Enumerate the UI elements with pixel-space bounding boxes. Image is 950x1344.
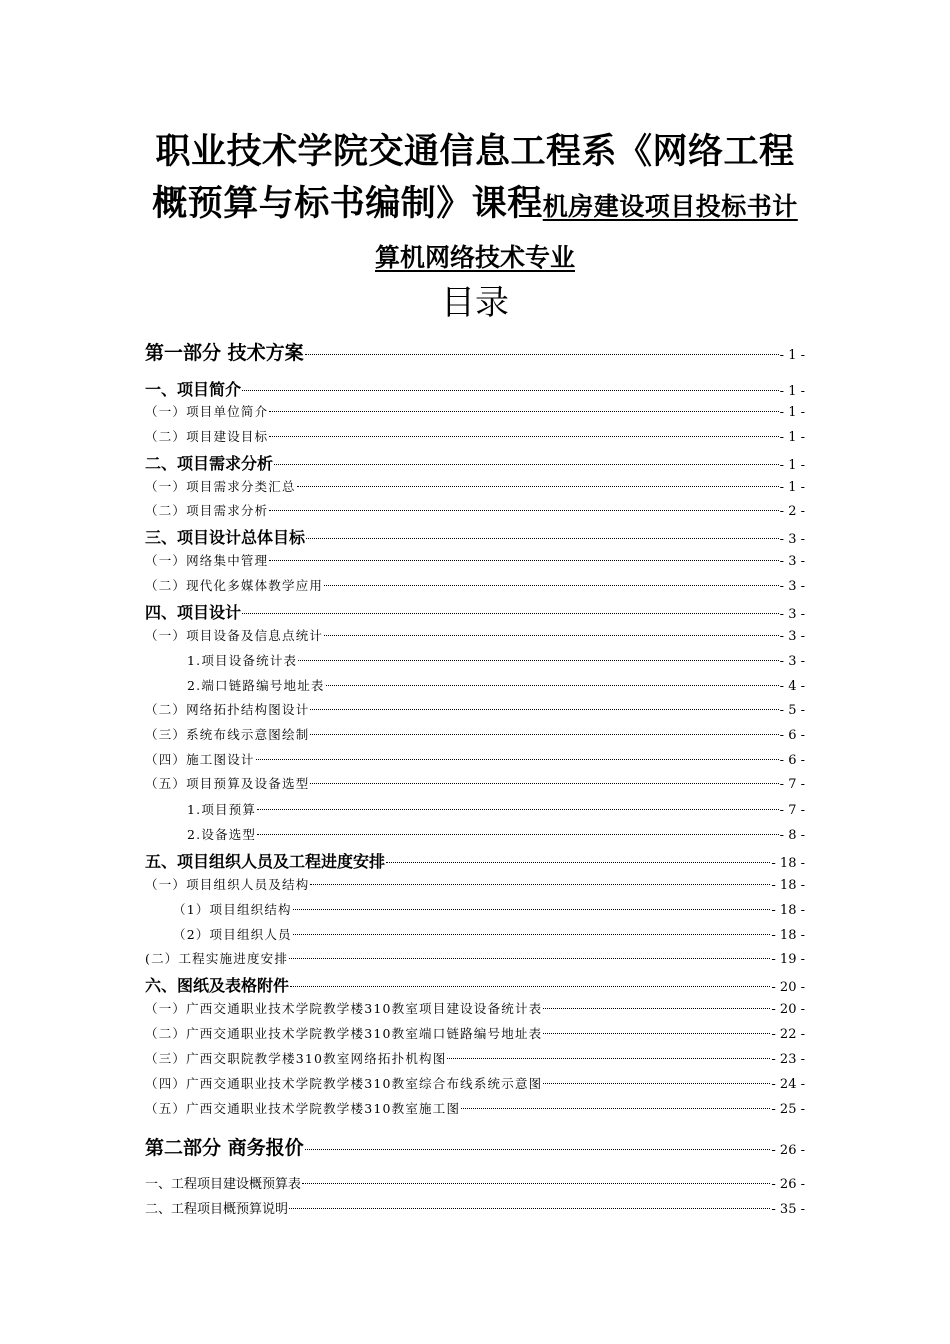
toc-leader bbox=[324, 585, 779, 586]
toc-page-number: - 23 - bbox=[771, 1052, 805, 1067]
toc-leader bbox=[305, 354, 779, 355]
toc-page-number: - 6 - bbox=[779, 753, 805, 768]
toc-leader bbox=[302, 1183, 770, 1184]
toc-entry-label: （二）项目建设目标 bbox=[145, 429, 269, 444]
toc-entry[interactable] bbox=[145, 600, 805, 623]
toc-entry[interactable] bbox=[145, 451, 805, 474]
toc-entry[interactable] bbox=[145, 427, 805, 445]
toc-entry[interactable] bbox=[145, 1133, 805, 1160]
toc-leader bbox=[298, 660, 778, 661]
toc-page-number: - 3 - bbox=[779, 532, 805, 547]
toc-leader bbox=[269, 436, 778, 437]
toc-entry[interactable] bbox=[145, 576, 805, 594]
document-title bbox=[100, 126, 850, 281]
toc-leader bbox=[269, 411, 778, 412]
toc-entry[interactable] bbox=[145, 551, 805, 569]
toc-leader bbox=[297, 486, 779, 487]
toc-leader bbox=[290, 986, 770, 987]
toc-page-number: - 3 - bbox=[779, 629, 805, 644]
toc-page-number: - 3 - bbox=[779, 607, 805, 622]
toc-entry[interactable] bbox=[145, 338, 805, 365]
toc-page-number: - 1 - bbox=[779, 458, 805, 473]
toc-entry[interactable] bbox=[145, 377, 805, 400]
toc-page-number: - 18 - bbox=[771, 878, 805, 893]
toc-entry-label: 六、图纸及表格附件 bbox=[145, 976, 290, 995]
toc-entry[interactable] bbox=[145, 651, 805, 669]
toc-page-number: - 25 - bbox=[771, 1102, 805, 1117]
toc-entry-label: （二）广西交通职业技术学院教学楼310教室端口链路编号地址表 bbox=[145, 1026, 543, 1041]
toc-entry[interactable] bbox=[145, 750, 805, 768]
toc-entry-label: （二）网络拓扑结构图设计 bbox=[145, 702, 310, 717]
toc-leader bbox=[543, 1033, 770, 1034]
title-line-1: 职业技术学院交通信息工程系《网络工程 bbox=[155, 132, 795, 172]
toc-leader bbox=[289, 1208, 770, 1209]
toc-page-number: - 5 - bbox=[779, 703, 805, 718]
toc-entry[interactable] bbox=[145, 725, 805, 743]
toc-entry[interactable] bbox=[145, 402, 805, 420]
toc-leader bbox=[543, 1008, 770, 1009]
toc-leader bbox=[310, 734, 778, 735]
title-line-3: 算机网络技术专业 bbox=[374, 243, 575, 272]
toc-entry[interactable] bbox=[145, 973, 805, 996]
toc-entry-label: 四、项目设计 bbox=[145, 603, 242, 622]
toc-page-number: - 3 - bbox=[779, 554, 805, 569]
toc-page-number: - 1 - bbox=[779, 384, 805, 399]
toc-entry[interactable] bbox=[145, 825, 805, 843]
toc-entry[interactable] bbox=[145, 774, 805, 792]
toc-entry-label: 三、项目设计总体目标 bbox=[145, 528, 306, 547]
toc-entry-label: 二、项目需求分析 bbox=[145, 454, 274, 473]
toc-page-number: - 20 - bbox=[771, 980, 805, 995]
toc-entry-label: 2.端口链路编号地址表 bbox=[187, 678, 325, 693]
toc-leader bbox=[293, 934, 771, 935]
toc-entry-label: （四）广西交通职业技术学院教学楼310教室综合布线系统示意图 bbox=[145, 1076, 543, 1091]
toc-entry[interactable] bbox=[145, 875, 805, 893]
toc-page-number: - 1 - bbox=[779, 480, 805, 495]
title-line-2-main: 概预算与标书编制》课程 bbox=[152, 184, 543, 224]
toc-entry-label: （一）项目组织人员及结构 bbox=[145, 877, 310, 892]
toc-leader bbox=[242, 613, 779, 614]
toc-heading: 目录 bbox=[441, 283, 509, 323]
toc-page-number: - 26 - bbox=[771, 1177, 805, 1192]
toc-leader bbox=[305, 1149, 771, 1150]
toc-leader bbox=[324, 635, 779, 636]
toc-entry[interactable] bbox=[145, 1074, 805, 1092]
toc-entry-label: （五）广西交通职业技术学院教学楼310教室施工图 bbox=[145, 1101, 461, 1116]
toc-entry[interactable] bbox=[145, 1099, 805, 1117]
toc-entry[interactable] bbox=[145, 525, 805, 548]
toc-leader bbox=[461, 1108, 770, 1109]
toc-entry[interactable] bbox=[145, 626, 805, 644]
toc-entry-label: （2）项目组织人员 bbox=[173, 927, 292, 942]
toc-entry[interactable] bbox=[145, 1049, 805, 1067]
toc-entry-label: （一）项目单位简介 bbox=[145, 404, 269, 419]
toc-page-number: - 20 - bbox=[771, 1002, 805, 1017]
toc-entry-label: （三）系统布线示意图绘制 bbox=[145, 727, 310, 742]
toc-entry-label: （一）项目设备及信息点统计 bbox=[145, 628, 324, 643]
toc-leader bbox=[447, 1058, 770, 1059]
toc-entry-label: 1.项目设备统计表 bbox=[187, 653, 298, 668]
toc-page-number: - 19 - bbox=[771, 952, 805, 967]
toc-entry[interactable] bbox=[145, 477, 805, 495]
toc-page-number: - 24 - bbox=[771, 1077, 805, 1092]
toc-page-number: - 6 - bbox=[779, 728, 805, 743]
toc-entry[interactable] bbox=[145, 900, 805, 918]
toc-entry-label: 第一部分 技术方案 bbox=[145, 342, 304, 364]
toc-entry-label: 一、工程项目建设概预算表 bbox=[145, 1177, 302, 1192]
toc-page-number: - 35 - bbox=[771, 1202, 805, 1217]
toc-entry-label: （1）项目组织结构 bbox=[173, 902, 292, 917]
toc-leader bbox=[269, 510, 778, 511]
toc-leader bbox=[386, 862, 770, 863]
toc-entry[interactable] bbox=[145, 925, 805, 943]
toc-page-number: - 22 - bbox=[771, 1027, 805, 1042]
toc-leader bbox=[326, 685, 779, 686]
toc-leader bbox=[256, 759, 779, 760]
toc-entry-label: (二）工程实施进度安排 bbox=[145, 951, 289, 966]
toc-entry-label: （三）广西交职院教学楼310教室网络拓扑机构图 bbox=[145, 1051, 447, 1066]
toc-leader bbox=[310, 884, 770, 885]
toc-entry[interactable] bbox=[145, 1198, 805, 1217]
toc-entry[interactable] bbox=[145, 999, 805, 1017]
title-line-2 bbox=[100, 178, 850, 233]
toc-entry-label: （一）项目需求分类汇总 bbox=[145, 479, 296, 494]
toc-page-number: - 26 - bbox=[771, 1143, 805, 1158]
toc-leader bbox=[269, 560, 778, 561]
toc-page-number: - 2 - bbox=[779, 504, 805, 519]
toc-entry[interactable] bbox=[145, 800, 805, 818]
toc-entry[interactable] bbox=[145, 1024, 805, 1042]
toc-page-number: - 18 - bbox=[771, 856, 805, 871]
toc-entry[interactable] bbox=[145, 700, 805, 718]
toc-leader bbox=[289, 958, 770, 959]
toc-page-number: - 1 - bbox=[779, 348, 805, 363]
toc-entry[interactable] bbox=[145, 501, 805, 519]
toc-entry[interactable] bbox=[145, 1173, 805, 1192]
toc-entry-label: （一）广西交通职业技术学院教学楼310教室项目建设设备统计表 bbox=[145, 1001, 543, 1016]
toc-page-number: - 18 - bbox=[771, 928, 805, 943]
toc-entry-label: （五）项目预算及设备选型 bbox=[145, 776, 310, 791]
toc-leader bbox=[257, 834, 779, 835]
toc-entry-label: 一、项目简介 bbox=[145, 380, 242, 399]
toc-entry[interactable] bbox=[145, 676, 805, 694]
toc-leader bbox=[310, 709, 778, 710]
toc-leader bbox=[543, 1083, 770, 1084]
toc-entry[interactable] bbox=[145, 949, 805, 967]
toc-entry-label: （二）项目需求分析 bbox=[145, 503, 269, 518]
toc-entry-label: （四）施工图设计 bbox=[145, 752, 255, 767]
toc-page-number: - 1 - bbox=[779, 405, 805, 420]
toc-page-number: - 8 - bbox=[779, 828, 805, 843]
toc-page-number: - 1 - bbox=[779, 430, 805, 445]
toc-page-number: - 7 - bbox=[779, 777, 805, 792]
toc-leader bbox=[274, 464, 779, 465]
toc-leader bbox=[310, 783, 778, 784]
toc-page-number: - 4 - bbox=[779, 679, 805, 694]
toc-entry-label: 2.设备选型 bbox=[187, 827, 257, 842]
title-line-2-sub: 机房建设项目投标书计 bbox=[542, 192, 798, 221]
toc-page-number: - 18 - bbox=[771, 903, 805, 918]
toc-leader bbox=[306, 538, 779, 539]
toc-leader bbox=[257, 809, 779, 810]
toc-page-number: - 7 - bbox=[779, 803, 805, 818]
toc-entry-label: 第二部分 商务报价 bbox=[145, 1137, 304, 1159]
toc-leader bbox=[242, 390, 779, 391]
toc-entry[interactable] bbox=[145, 849, 805, 872]
toc-entry-label: 1.项目预算 bbox=[187, 802, 257, 817]
toc-page-number: - 3 - bbox=[779, 654, 805, 669]
toc-page-number: - 3 - bbox=[779, 579, 805, 594]
toc-entry-label: （二）现代化多媒体教学应用 bbox=[145, 578, 324, 593]
toc-leader bbox=[293, 909, 771, 910]
toc-entry-label: 五、项目组织人员及工程进度安排 bbox=[145, 852, 386, 871]
toc-entry-label: （一）网络集中管理 bbox=[145, 553, 269, 568]
toc-entry-label: 二、工程项目概预算说明 bbox=[145, 1202, 289, 1217]
